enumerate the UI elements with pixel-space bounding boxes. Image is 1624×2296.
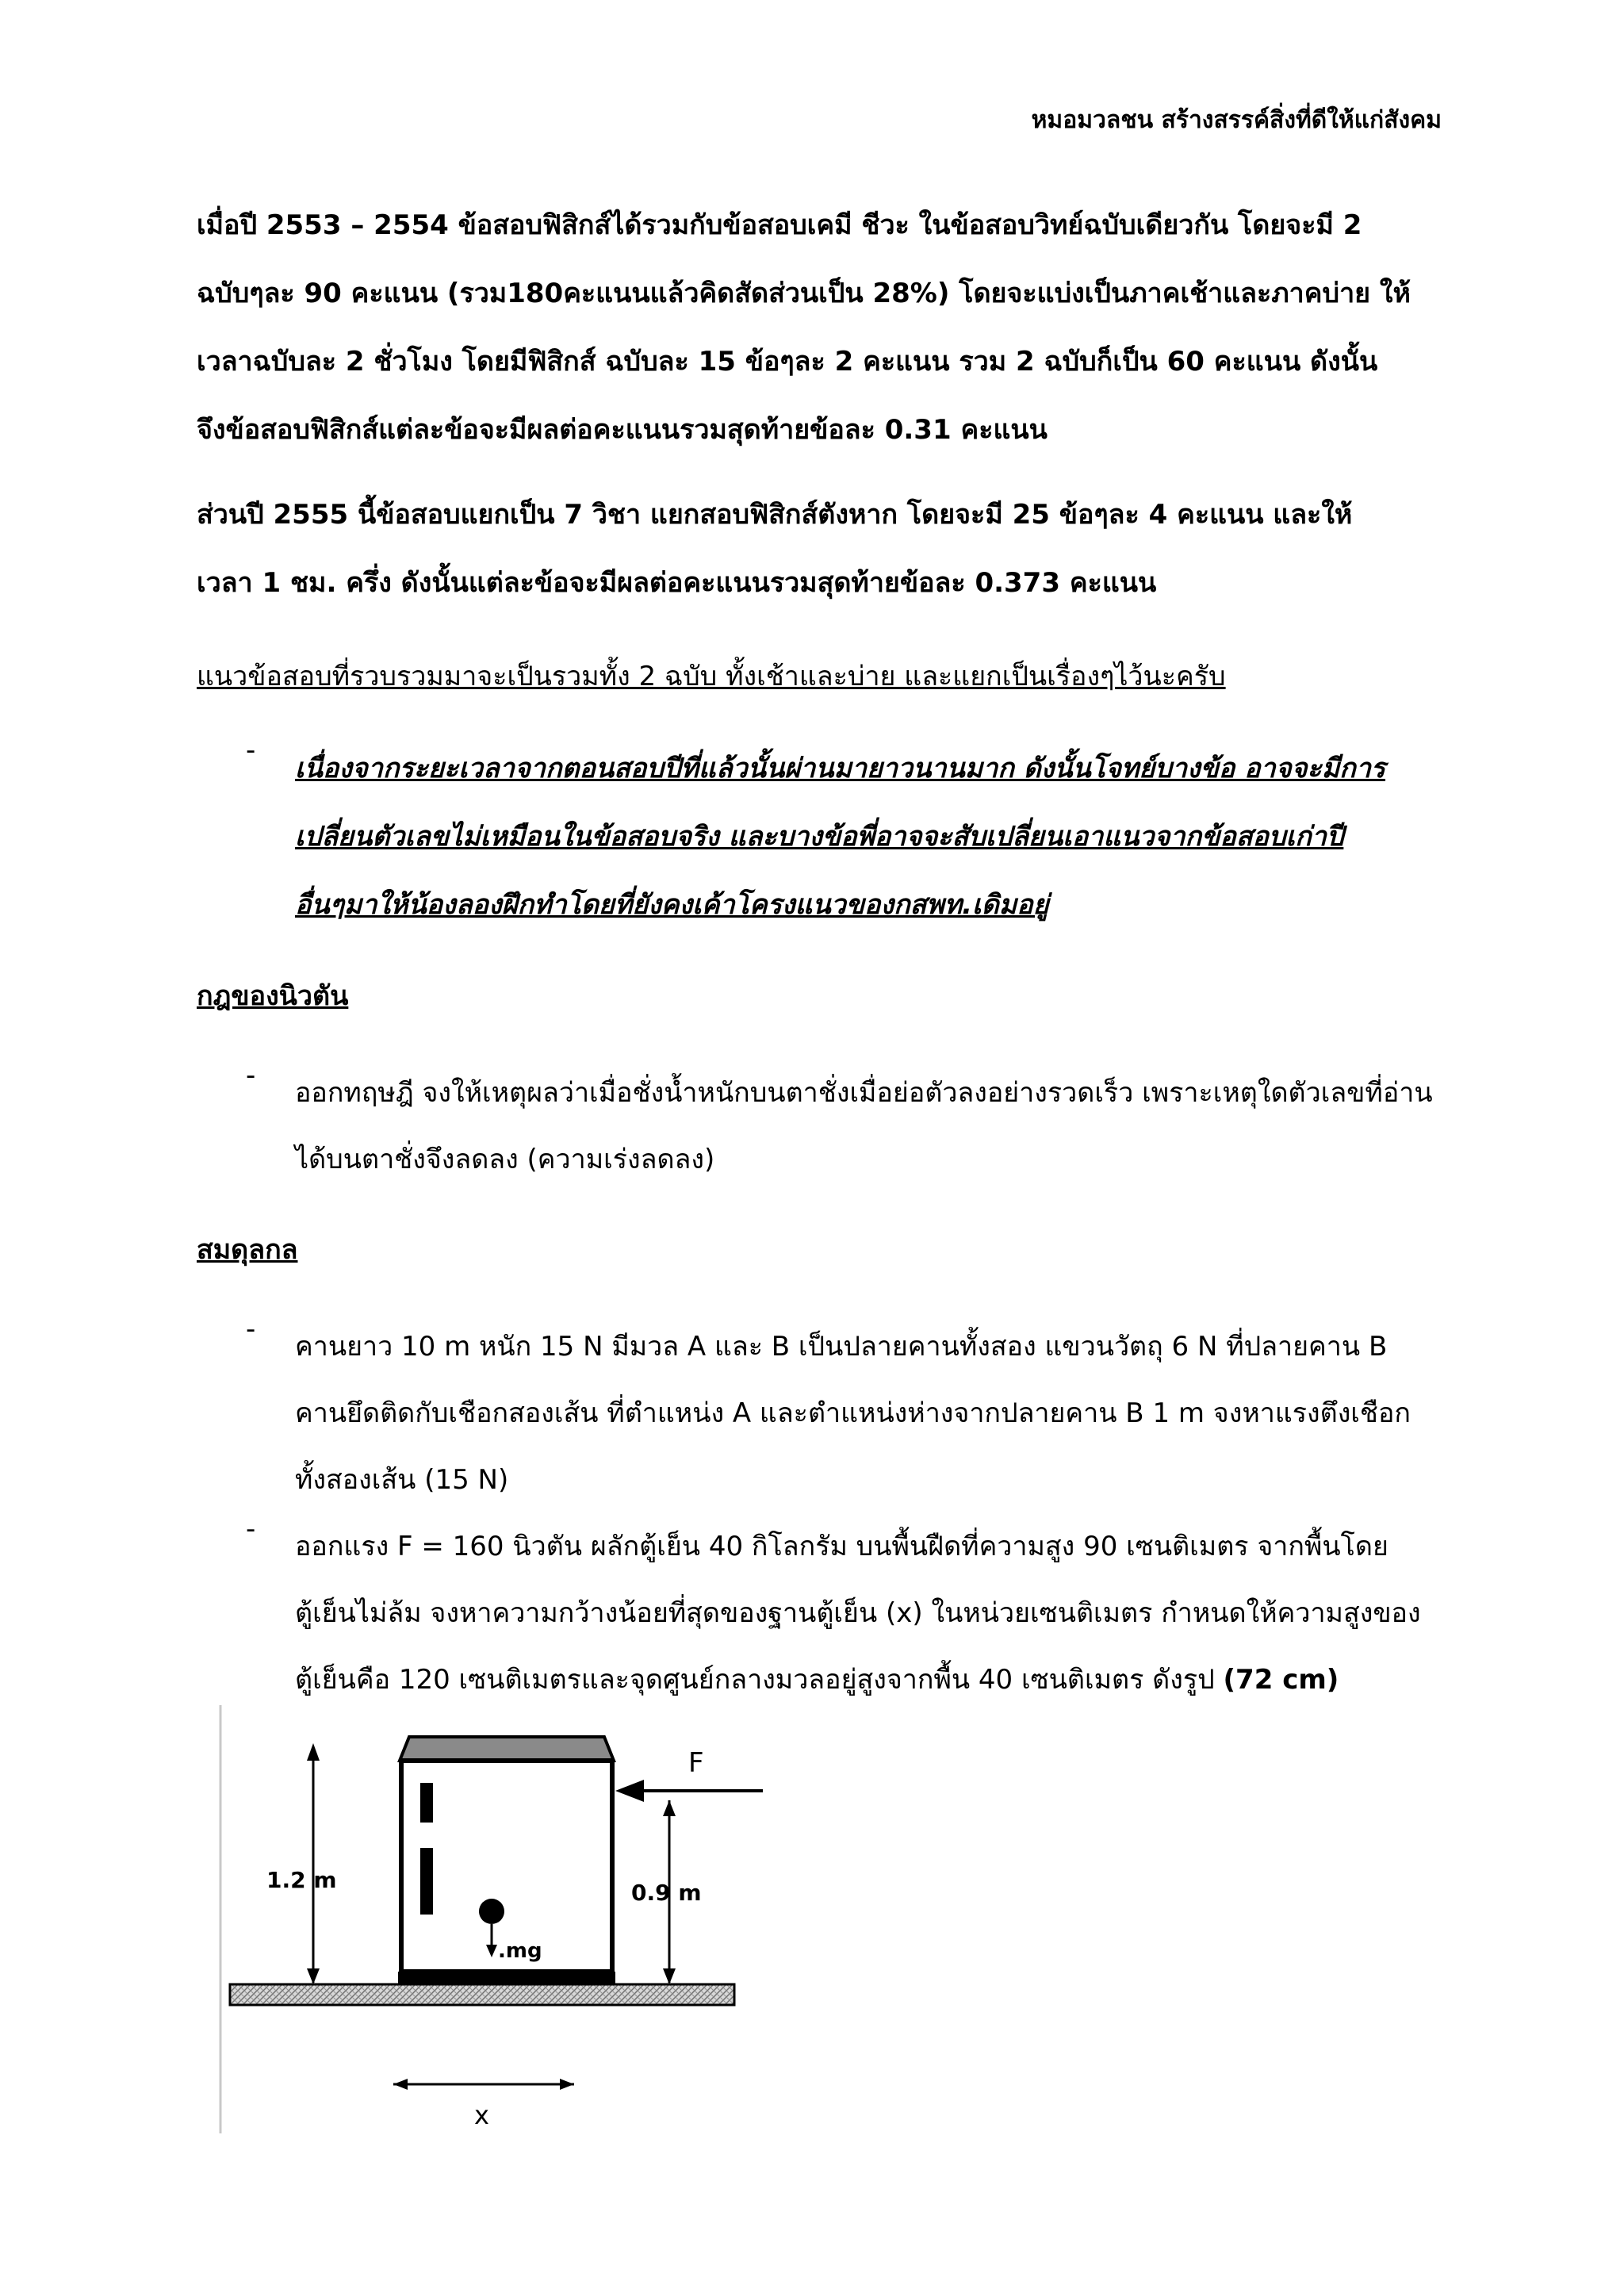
base-arrow-left [393, 2079, 408, 2090]
bullet-marker: - [246, 734, 256, 766]
text-line: แนวข้อสอบที่รวบรวมมาจะเป็นรวมทั้ง 2 ฉบับ ทั้งเช้าและบ่าย และแยกเป็นเรื่องๆไว้นะครับ [197, 661, 1226, 692]
force-arrow-head [615, 1780, 644, 1802]
text-line: เนื่องจากระยะเวลาจากตอนสอบปีที่แล้วนั้นผ่านมายาวนานมาก ดังนั้นโจทย์บางข้อ อาจจะมีการ [295, 753, 1386, 784]
text-line: อื่นๆมาให้น้องลองฝึกทำโดยที่ยังคงเค้าโครงแนวของกสพท.เดิมอยู่ [295, 889, 1049, 921]
fridge-handle-bottom [420, 1848, 433, 1915]
answer-label: (72 cm) [1223, 1664, 1339, 1696]
height-arrow-bottom [307, 1968, 320, 1984]
section-title-equilibrium: สมดุลกล [197, 1234, 298, 1266]
page-header: หมอมวลชน สร้างสรรค์สิ่งที่ดีให้แก่สังคม [1031, 106, 1442, 134]
text-line: ออกแรง F = 160 นิวตัน ผลักตู้เย็น 40 กิโลกรัม บนพื้นฝืดที่ความสูง 90 เซนติเมตร จากพื้นโดย [295, 1531, 1388, 1562]
text-line: คานยาว 10 m หนัก 15 N มีมวล A และ B เป็นปลายคานทั้งสอง แขวนวัตถุ 6 N ที่ปลายคาน B [295, 1331, 1388, 1363]
push-height-label: 0.9 m [631, 1880, 702, 1906]
text-line: เปลี่ยนตัวเลขไม่เหมือนในข้อสอบจริง และบางข้อพี่อาจจะสับเปลี่ยนเอาแนวจากข้อสอบเก่าปี [295, 821, 1344, 853]
intro-paragraph-1 [197, 191, 1450, 464]
text-line: เวลาฉบับละ 2 ชั่วโมง โดยมีฟิสิกส์ ฉบับละ 15 ข้อๆละ 2 คะแนน รวม 2 ฉบับก็เป็น 60 คะแนน ดังนั้น [197, 346, 1378, 378]
newton-question-1 [295, 1060, 1461, 1193]
ground [230, 1984, 734, 2005]
text-line: จึงข้อสอบฟิสิกส์แต่ละข้อจะมีผลต่อคะแนนรวมสุดท้ายข้อละ 0.31 คะแนน [197, 414, 1048, 446]
bullet-marker: - [246, 1513, 256, 1545]
text-line [295, 1646, 1461, 1713]
text-line: ส่วนปี 2555 นี้ข้อสอบแยกเป็น 7 วิชา แยกสอบฟิสิกส์ตังหาก โดยจะมี 25 ข้อๆละ 4 คะแนน และให้ [197, 499, 1353, 531]
height-arrow-top [307, 1743, 320, 1761]
text-line: เวลา 1 ชม. ครึ่ง ดังนั้นแต่ละข้อจะมีผลต่อคะแนนรวมสุดท้ายข้อละ 0.373 คะแนน [197, 567, 1157, 599]
base-arrow-right [560, 2079, 574, 2090]
text-line: ตู้เย็นไม่ล้ม จงหาความกว้างน้อยที่สุดของฐานตู้เย็น (x) ในหน่วยเซนติเมตร กำหนดให้ความสูงของ [295, 1597, 1421, 1629]
fridge-handle-top [420, 1783, 433, 1823]
equilibrium-question-2 [295, 1513, 1461, 1713]
fridge-base [398, 1972, 615, 1984]
text-line: ออกทฤษฎี จงให้เหตุผลว่าเมื่อชั่งน้ำหนักบนตาชั่งเมื่อย่อตัวลงอย่างรวดเร็ว เพราะเหตุใดตัวเลขที่อ่าน [295, 1077, 1433, 1109]
bullet-marker: - [246, 1060, 256, 1091]
text-line: ทั้งสองเส้น (15 N) [295, 1464, 509, 1496]
refrigerator-diagram [219, 1705, 782, 2149]
weight-label: .mg [498, 1939, 542, 1963]
text-line: ฉบับๆละ 90 คะแนน (รวม180คะแนนแล้วคิดสัดส่วนเป็น 28%) โดยจะแบ่งเป็นภาคเช้าและภาคบ่าย ให้ [197, 278, 1411, 309]
push-height-arrow-top [663, 1800, 676, 1816]
warning-note [295, 734, 1461, 939]
text-segment: ตู้เย็นคือ 120 เซนติเมตรและจุดศูนย์กลางมวลอยู่สูงจากพื้น 40 เซนติเมตร ดังรูป [295, 1664, 1224, 1696]
section-title-newton: กฎของนิวตัน [197, 980, 349, 1012]
text-line: ได้บนตาชั่งจึงลดลง (ความเร่งลดลง) [295, 1144, 715, 1175]
push-height-arrow-bottom [663, 1968, 676, 1984]
fridge-roof [400, 1737, 614, 1761]
collection-note [197, 642, 1450, 711]
text-line: คานยึดติดกับเชือกสองเส้น ที่ตำแหน่ง A และตำแหน่งห่างจากปลายคาน B 1 m จงหาแรงตึงเชือก [295, 1397, 1411, 1429]
center-of-mass [479, 1899, 504, 1924]
bullet-marker: - [246, 1313, 256, 1345]
height-label: 1.2 m [266, 1867, 337, 1893]
base-label: x [474, 2100, 489, 2130]
intro-paragraph-2 [197, 481, 1450, 617]
equilibrium-question-1 [295, 1313, 1461, 1513]
text-line: เมื่อปี 2553 – 2554 ข้อสอบฟิสิกส์ได้รวมกับข้อสอบเคมี ชีวะ ในข้อสอบวิทย์ฉบับเดียวกัน โดยจะมี 2 [197, 209, 1362, 241]
force-label: F [688, 1747, 704, 1779]
